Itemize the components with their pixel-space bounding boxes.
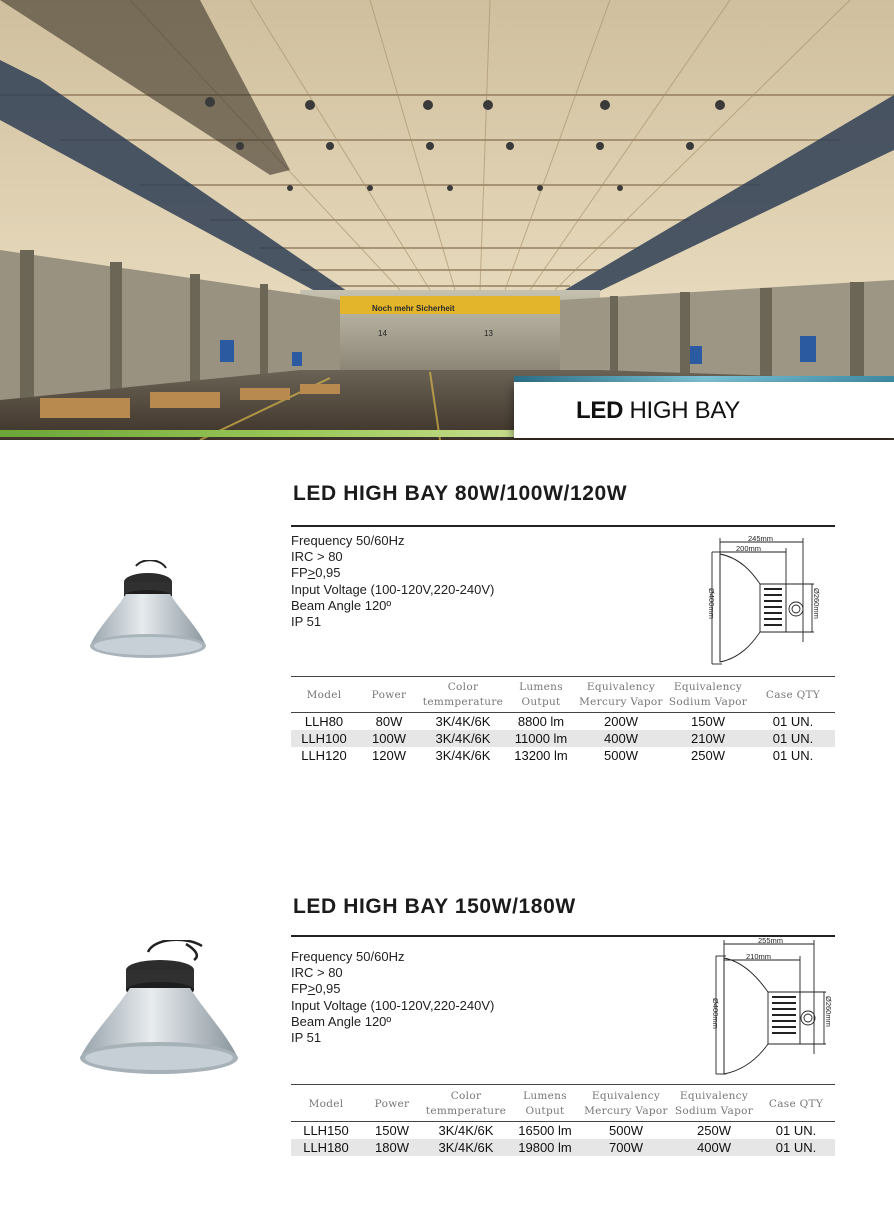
hero-label-rest: HIGH BAY [623,397,740,424]
dimension-drawing [700,532,830,670]
spec-fp: FP>0,95 [291,981,341,997]
cell-mercury: 700W [581,1139,671,1156]
header-lumens: Lumens Output [505,678,577,712]
product-title: LED HIGH BAY 80W/100W/120W [293,482,628,505]
spec-fp: FP>0,95 [291,565,341,581]
header-sodium: Equivalency Sodium Vapor [671,1087,757,1121]
cell-sodium: 210W [665,730,751,747]
cell-mercury: 400W [577,730,665,747]
cell-sodium: 250W [691,747,725,763]
cell-mercury: 200W [604,713,638,729]
spec-ip: IP 51 [291,1030,322,1046]
header-case-qty: Case QTY [751,678,835,712]
product-title: LED HIGH BAY 150W/180W [293,895,576,918]
cell-case-qty: 01 UN. [751,730,835,747]
cell-model: LLH150 [303,1122,349,1138]
cell-color-temp: 3K/4K/6K [423,1139,509,1156]
cell-sodium: 150W [691,713,725,729]
spec-list [291,533,494,630]
dimension-drawing [704,934,834,1084]
table-row [291,712,835,730]
cell-power: 80W [375,713,403,729]
dim-outer-width: 255mm [758,936,784,945]
header-power: Power [357,678,421,712]
cell-case-qty: 01 UN. [757,1139,835,1156]
header-model: Model [291,678,357,712]
cell-color-temp: 3K/4K/6K [421,730,505,747]
cell-model: LLH180 [291,1139,361,1156]
cell-power: 100W [357,730,421,747]
dim-diameter: Ø400mm [707,588,716,619]
hero-banner [0,0,894,440]
header-model: Model [291,1087,361,1121]
dim-cap-diameter: Ø260mm [812,588,821,619]
spec-ip: IP 51 [291,614,322,630]
header-sodium: Equivalency Sodium Vapor [665,678,751,712]
hero-green-strip [0,430,514,437]
spec-irc: IRC > 80 [291,965,343,981]
cell-case-qty: 01 UN. [775,1122,817,1138]
spec-beam-angle: Beam Angle 120º [291,597,392,613]
hero-label [576,397,740,425]
crane-sign-text: Noch mehr Sicherheit [372,304,455,313]
table-top-rule [291,1084,835,1085]
cell-lumens: 19800 lm [509,1139,581,1156]
cell-sodium: 250W [697,1122,731,1138]
dim-diameter: Ø400mm [711,998,720,1029]
spec-frequency: Frequency 50/60Hz [291,949,405,964]
dim-cap-diameter: Ø260mm [824,996,833,1027]
cell-model: LLH120 [301,747,347,763]
spec-list [291,949,494,1046]
high-bay-lamp-image [76,940,242,1080]
header-mercury: Equivalency Mercury Vapor [577,678,665,712]
table-top-rule [291,676,835,677]
cell-lumens: 13200 lm [514,747,568,763]
table-row [291,730,835,747]
title-rule [291,525,835,527]
table-row [291,747,835,764]
cell-model: LLH100 [291,730,357,747]
spec-table [291,678,835,764]
cell-mercury: 500W [604,747,638,763]
header-lumens: Lumens Output [509,1087,581,1121]
dim-inner-width: 210mm [746,952,772,961]
factory-hall-photo [0,0,894,440]
hero-label-bold: LED [576,397,624,424]
cell-lumens: 11000 lm [505,730,577,747]
table-header-row [291,678,835,712]
dim-outer-width: 245mm [748,534,774,543]
cell-color-temp: 3K/4K/6K [435,747,491,763]
dim-inner-width: 200mm [736,544,762,553]
spec-frequency: Frequency 50/60Hz [291,533,405,548]
cell-color-temp: 3K/4K/6K [435,713,491,729]
header-color-temp: Color temmperature [423,1087,509,1121]
cell-color-temp: 3K/4K/6K [438,1122,494,1138]
cell-lumens: 8800 lm [517,713,565,729]
header-mercury: Equivalency Mercury Vapor [581,1087,671,1121]
spec-irc: IRC > 80 [291,549,343,565]
spec-voltage: Input Voltage (100-120V,220-240V) [291,581,495,597]
cell-power: 180W [361,1139,423,1156]
cell-sodium: 400W [671,1139,757,1156]
header-case-qty: Case QTY [757,1087,835,1121]
cell-case-qty: 01 UN. [772,713,814,729]
spec-beam-angle: Beam Angle 120º [291,1013,392,1029]
spec-table [291,1087,835,1156]
table-row [291,1139,835,1156]
header-power: Power [361,1087,423,1121]
high-bay-lamp-image [86,560,210,664]
bay-number-14: 14 [378,329,387,338]
hero-label-box [514,382,894,438]
spec-voltage: Input Voltage (100-120V,220-240V) [291,997,495,1013]
table-row [291,1121,835,1139]
header-color-temp: Color temmperature [421,678,505,712]
cell-power: 120W [372,747,406,763]
table-header-row [291,1087,835,1121]
cell-model: LLH80 [304,713,344,729]
cell-lumens: 16500 lm [518,1122,572,1138]
cell-case-qty: 01 UN. [772,747,814,763]
cell-power: 150W [375,1122,409,1138]
bay-number-13: 13 [484,329,493,338]
cell-mercury: 500W [609,1122,643,1138]
